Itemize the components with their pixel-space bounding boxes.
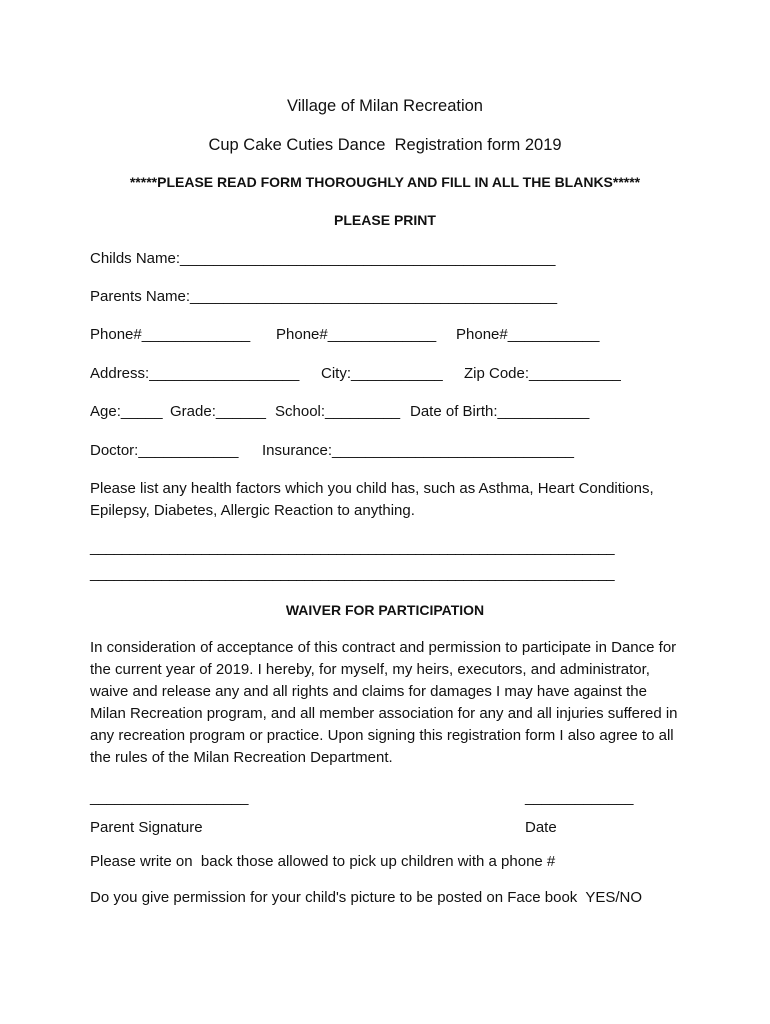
- date-label: Date: [525, 819, 557, 836]
- phone-field-1[interactable]: Phone#_____________: [90, 326, 251, 343]
- org-title: Village of Milan Recreation: [287, 97, 483, 115]
- grade-field[interactable]: Grade:______: [170, 403, 266, 420]
- parent-signature-line[interactable]: ___________________: [90, 789, 249, 806]
- health-factors-prompt: Please list any health factors which you child has, such as Asthma, Heart Conditions, Epilepsy, Diabetes, Allergic Reaction to anything.: [90, 480, 654, 519]
- date-of-birth-field[interactable]: Date of Birth:___________: [410, 403, 590, 420]
- address-row: [90, 364, 770, 384]
- zip-code-field[interactable]: Zip Code:___________: [464, 365, 621, 382]
- parents-name-field[interactable]: Parents Name:____________________________________________: [90, 288, 558, 305]
- pickup-note: Please write on back those allowed to pick up children with a phone #: [90, 853, 556, 870]
- health-blank-line-1[interactable]: __________________________________________________________________: [90, 539, 615, 556]
- doctor-row: [90, 441, 770, 461]
- waiver-heading: WAIVER FOR PARTICIPATION: [285, 602, 485, 618]
- date-line[interactable]: _____________: [525, 789, 634, 806]
- school-field[interactable]: School:_________: [275, 403, 401, 420]
- city-field[interactable]: City:___________: [321, 365, 443, 382]
- phone-row: [90, 325, 770, 345]
- form-title: Cup Cake Cuties Dance Registration form 2019: [208, 136, 562, 154]
- phone-field-2[interactable]: Phone#_____________: [276, 326, 437, 343]
- address-field[interactable]: Address:__________________: [90, 365, 300, 382]
- phone-field-3[interactable]: Phone#___________: [456, 326, 600, 343]
- age-field[interactable]: Age:_____: [90, 403, 163, 420]
- photo-permission-question: Do you give permission for your child's picture to be posted on Face book YES/NO: [90, 889, 643, 906]
- childs-name-field[interactable]: Childs Name:_____________________________________________: [90, 250, 556, 267]
- insurance-field[interactable]: Insurance:_____________________________: [262, 442, 574, 459]
- waiver-text: In consideration of acceptance of this contract and permission to participate in Dance for the current year of 2019. I hereby, for myself, my heirs, executors, and administrator, waive and release any and all rights and claims for damages I may have against the Milan Recreation program, and all member association for any and all injuries suffered in any recreation program or practice. Upon signing this registration form I also agree to all the rules of the Milan Recreation Department.: [90, 639, 678, 766]
- age-row: [90, 402, 770, 422]
- health-blank-line-2[interactable]: __________________________________________________________________: [90, 565, 615, 582]
- instruction-banner: *****PLEASE READ FORM THOROUGHLY AND FILL IN ALL THE BLANKS*****: [129, 174, 641, 190]
- parent-signature-label: Parent Signature: [90, 819, 203, 836]
- doctor-field[interactable]: Doctor:____________: [90, 442, 239, 459]
- print-note: PLEASE PRINT: [334, 212, 436, 228]
